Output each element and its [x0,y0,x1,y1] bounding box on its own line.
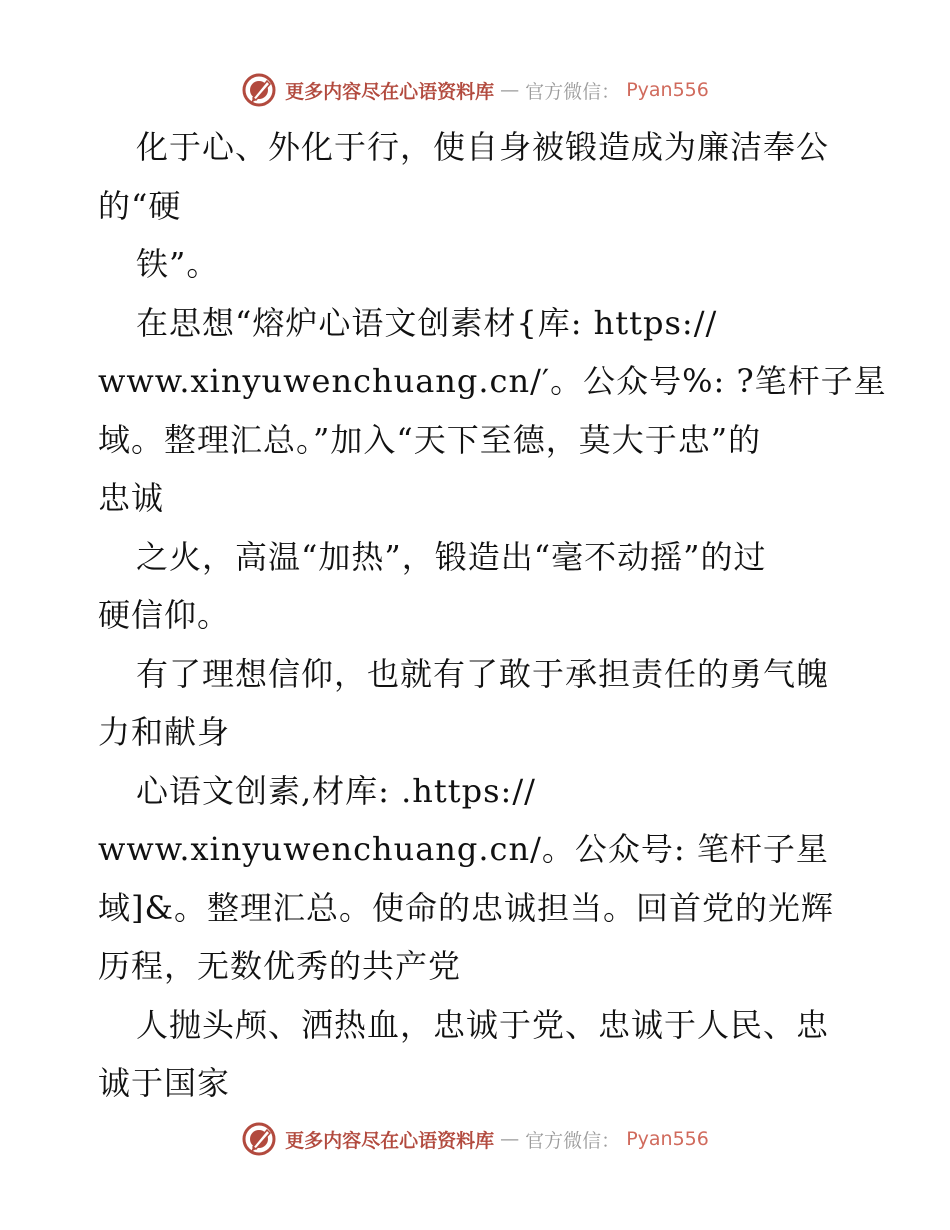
document-body [98,118,887,1113]
text-line: 之火，高温“加热”，锻造出“毫不动摇”的过 [136,537,767,576]
banner-wechat-label: 官方微信： [525,80,621,103]
pen-logo-icon [241,1121,277,1157]
text-line: 人抛头颅、洒热血，忠诚于党、忠诚于人民、忠 [136,1005,830,1044]
text-line: 在思想“熔炉心语文创素材{库: https:// [136,303,718,342]
text-line: 硬信仰。 [98,596,231,634]
header-banner [0,70,950,110]
banner-separator: — [500,79,520,101]
text-line: 域]&。整理汇总。使命的忠诚担当。回首党的光辉 [98,888,834,927]
text-line: 历程，无数优秀的共产党 [98,947,462,985]
text-line: 铁”。 [136,245,220,283]
text-line: 有了理想信仰，也就有了敢于承担责任的勇气魄 [136,654,830,693]
text-line: 心语文创素,材库: .https:// [136,771,536,810]
banner-site-text: 更多内容尽在心语资料库 [285,1129,495,1152]
banner-wechat-id: Pyan556 [626,79,709,101]
footer-banner [0,1119,950,1159]
banner-wechat-id: Pyan556 [626,1128,709,1150]
banner-site-text: 更多内容尽在心语资料库 [285,80,495,103]
text-line: 化于心、外化于行，使自身被锻造成为廉洁奉公 [136,128,830,166]
text-line: 的“硬 [98,186,182,225]
banner-wechat-label: 官方微信： [525,1129,621,1152]
text-line: www.xinyuwenchuang.cn/′。公众号%: ?笔杆子星 [98,362,887,400]
text-line: 忠诚 [98,479,165,517]
text-line: 诚于国家 [98,1064,231,1102]
text-line: 力和献身 [98,713,231,751]
text-line: 域。整理汇总。”加入“天下至德，莫大于忠”的 [98,420,762,459]
pen-logo-icon [241,72,277,108]
banner-separator: — [500,1128,520,1150]
text-line: www.xinyuwenchuang.cn/。公众号: 笔杆子星 [98,830,829,868]
